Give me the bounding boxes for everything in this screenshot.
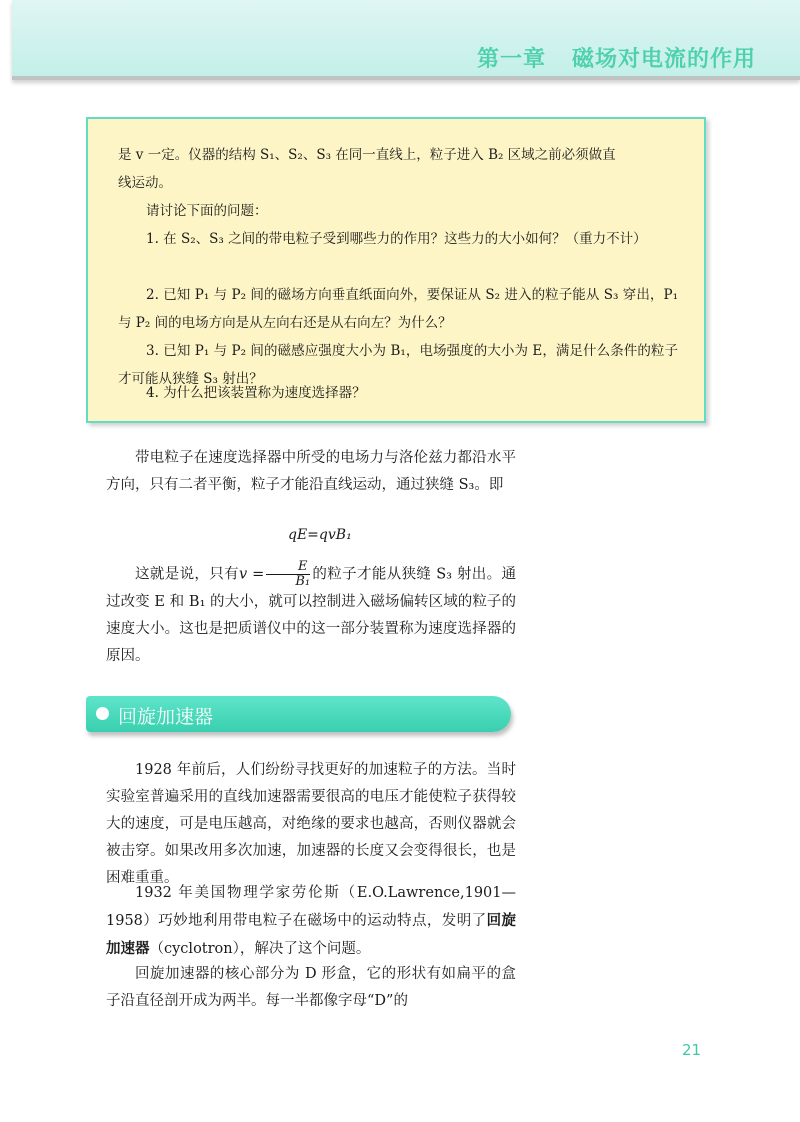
paragraph-velocity-selector: 带电粒子在速度选择器中所受的电场力与洛伦兹力都沿水平方向，只有二者平衡，粒子才能沿直线运动，通过狭缝 S₃。即 bbox=[106, 450, 516, 493]
discussion-question-4: 4. 为什么把该装置称为速度选择器？ bbox=[146, 385, 366, 401]
discussion-intro: 是 v 一定。仪器的结构 S₁、S₂、S₃ 在同一直线上，粒子进入 B₂ 区域之前必须做直 线运动。 bbox=[118, 147, 616, 191]
paragraph-d-box: 回旋加速器的核心部分为 D 形盒，它的形状有如扁平的盒子沿直径剖开成为两半。每一半都像字母“D”的 bbox=[106, 966, 516, 1009]
page-number: 21 bbox=[682, 1041, 702, 1059]
discussion-question-2: 2. 已知 P₁ 与 P₂ 间的磁场方向垂直纸面向外，要保证从 S₂ 进入的粒子能从 S₃ 穿出，P₁ 与 P₂ 间的电场方向是从左向右还是从右向左？为什么？ bbox=[118, 287, 678, 331]
chapter-label: 第一章 bbox=[476, 47, 546, 72]
paragraph-lawrence: 1932 年美国物理学家劳伦斯（E.O.Lawrence,1901—1958）巧妙地利用带电粒子在磁场中的运动特点，发明了回旋加速器（cyclotron），解决了这个问题。 bbox=[106, 885, 517, 957]
term-cyclotron: 回旋加速器 bbox=[106, 912, 517, 957]
discussion-question-1: 1. 在 S₂、S₃ 之间的带电粒子受到哪些力的作用？这些力的大小如何？（重力不计） bbox=[146, 231, 647, 247]
formula-balance: qE=qvB₁ bbox=[288, 527, 352, 543]
discussion-prompt: 请讨论下面的问题： bbox=[146, 203, 268, 219]
paragraph-cyclotron-history: 1928 年前后，人们纷纷寻找更好的加速粒子的方法。当时实验室普遍采用的直线加速器需要很高的电压才能使粒子获得较大的速度，可是电压越高，对绝缘的要求也越高，否则仪器就会被击穿。如果改用多次加速，加速器的长度又会变得很长，也是困难重重。 bbox=[106, 762, 516, 886]
chapter-name: 磁场对电流的作用 bbox=[571, 47, 756, 72]
chapter-title bbox=[477, 42, 756, 73]
section-title: 回旋加速器 bbox=[118, 706, 214, 728]
discussion-question-3: 3. 已知 P₁ 与 P₂ 间的磁感应强度大小为 B₁，电场强度的大小为 E，满足什么条件的粒子才可能从狭缝 S₃ 射出？ bbox=[118, 343, 678, 387]
bullet-dot-icon bbox=[96, 707, 109, 720]
section-heading-cyclotron bbox=[86, 696, 511, 732]
discussion-box bbox=[86, 117, 706, 423]
velocity-variable: v = bbox=[239, 566, 265, 583]
fraction-e-over-b1: $\frac{E}{\text{B₁}}$ bbox=[266, 560, 310, 589]
paragraph-velocity-condition: 这就是说，只有v = $\frac{E}{\text{B₁}}$ 的粒子才能从狭缝 S₃ 射出。通过改变 E 和 B₁ 的大小，就可以控制进入磁场偏转区域的粒子的速度大小。这也是把质谱仪中的这一部分装置称为速度选择器的原因。 bbox=[106, 559, 517, 664]
